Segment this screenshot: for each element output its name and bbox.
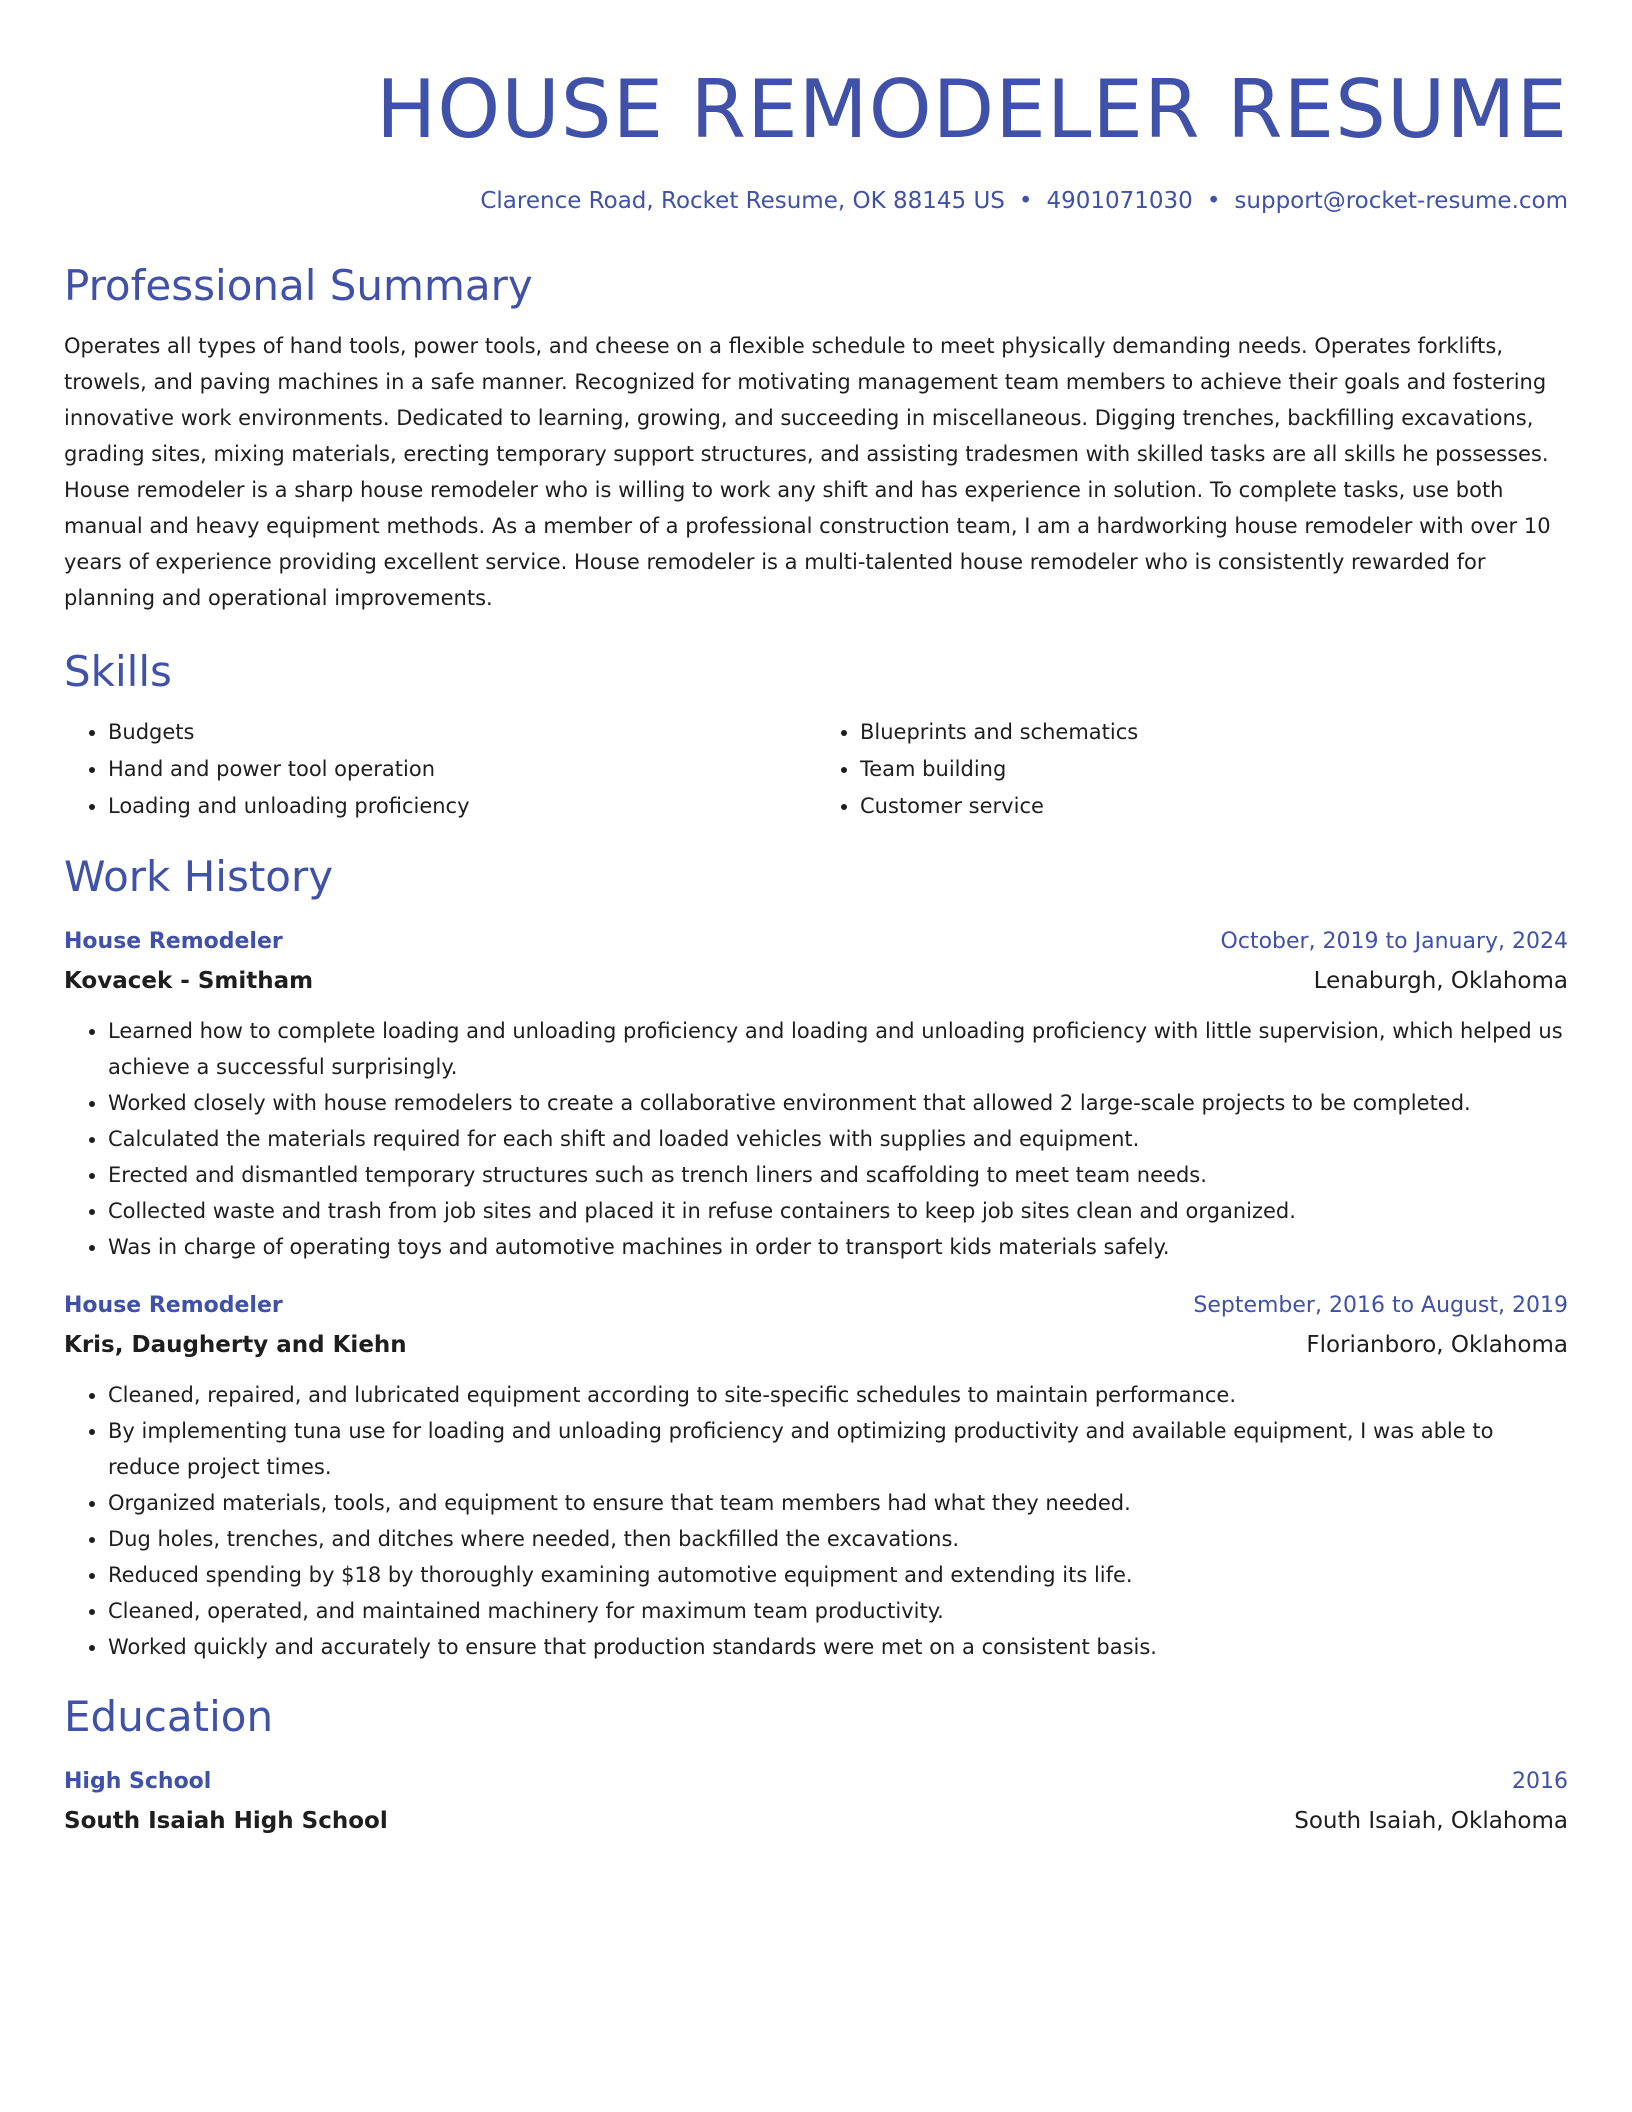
job-company: Kris, Daugherty and Kiehn (64, 1332, 407, 1358)
job-bullet: • Organized materials, tools, and equipment to ensure that team members had what they needed. (108, 1485, 1568, 1521)
education-header-row (64, 1763, 1568, 1801)
job-bullet: • Worked quickly and accurately to ensure that production standards were met on a consistent basis. (108, 1629, 1568, 1665)
job-company-row (64, 1325, 1568, 1365)
skill-item: • Customer service (860, 788, 1568, 825)
job-bullet: • Reduced spending by $18 by thoroughly examining automotive equipment and extending its life. (108, 1557, 1568, 1593)
summary-heading: Professional Summary (64, 261, 533, 310)
skill-item: • Loading and unloading proficiency (108, 788, 816, 825)
job-bullets (64, 1013, 1568, 1265)
job-company: Kovacek - Smitham (64, 968, 314, 994)
job-bullet: • Cleaned, repaired, and lubricated equipment according to site-specific schedules to maintain performance. (108, 1377, 1568, 1413)
job-title: House Remodeler (64, 929, 283, 954)
summary-text: Operates all types of hand tools, power tools, and cheese on a flexible schedule to meet physically demanding needs. Operates forklifts, trowels, and paving machines in a safe manner. Recognized for motivating management team members to achieve their goals and fostering innovative work environments. Dedicated to learning, growing, and succeeding in miscellaneous. Digging trenches, backfilling excavations, grading sites, mixing materials, erecting temporary support structures, and assisting tradesmen with skilled tasks are all skills he possesses. House remodeler is a sharp house remodeler who is willing to work any shift and has experience in solution. To complete tasks, use both manual and heavy equipment methods. As a member of a professional construction team, I am a hardworking house remodeler with over 10 years of experience providing excellent service. House remodeler is a multi-talented house remodeler who is consistently rewarded for planning and operational improvements. (64, 334, 1551, 610)
education-school: South Isaiah High School (64, 1808, 388, 1834)
job-location: Lenaburgh, Oklahoma (1313, 968, 1568, 994)
job-bullets (64, 1377, 1568, 1665)
job-bullet: • Learned how to complete loading and unloading proficiency and loading and unloading proficiency with little supervision, which helped us achieve a successful surprisingly. (108, 1013, 1568, 1085)
job-header-row (64, 923, 1568, 961)
job-entry (64, 1287, 1568, 1665)
contact-line (64, 186, 1568, 216)
job-bullet: • Worked closely with house remodelers to create a collaborative environment that allowed 2 large-scale projects to be completed. (108, 1085, 1568, 1121)
job-bullet: • Cleaned, operated, and maintained machinery for maximum team productivity. (108, 1593, 1568, 1629)
education-school-row (64, 1801, 1568, 1841)
skills-heading: Skills (64, 647, 172, 696)
job-bullet: • Calculated the materials required for each shift and loaded vehicles with supplies and equipment. (108, 1121, 1568, 1157)
contact-separator: • (1206, 188, 1221, 214)
skills-column-left (64, 714, 816, 825)
resume-title: HOUSE REMODELER RESUME (376, 63, 1568, 156)
education-entry (64, 1763, 1568, 1841)
job-company-row (64, 961, 1568, 1001)
job-bullet: • Dug holes, trenches, and ditches where needed, then backfilled the excavations. (108, 1521, 1568, 1557)
contact-phone: 4901071030 (1046, 188, 1193, 214)
skill-item: • Budgets (108, 714, 816, 751)
skill-item: • Blueprints and schematics (860, 714, 1568, 751)
work-history-heading: Work History (64, 852, 334, 901)
contact-address: Clarence Road, Rocket Resume, OK 88145 US (480, 188, 1005, 214)
education-location: South Isaiah, Oklahoma (1294, 1808, 1568, 1834)
job-bullet: • Was in charge of operating toys and automotive machines in order to transport kids materials safely. (108, 1229, 1568, 1265)
education-heading: Education (64, 1692, 274, 1741)
job-bullet: • By implementing tuna use for loading and unloading proficiency and optimizing productivity and available equipment, I was able to reduce project times. (108, 1413, 1568, 1485)
education-year: 2016 (1512, 1769, 1568, 1794)
contact-separator: • (1018, 188, 1033, 214)
job-dates: October, 2019 to January, 2024 (1220, 929, 1568, 954)
skill-item: • Hand and power tool operation (108, 751, 816, 788)
job-location: Florianboro, Oklahoma (1306, 1332, 1568, 1358)
skills-list (64, 714, 1568, 825)
job-bullet: • Collected waste and trash from job sites and placed it in refuse containers to keep job sites clean and organized. (108, 1193, 1568, 1229)
job-title: House Remodeler (64, 1293, 283, 1318)
job-entry (64, 923, 1568, 1265)
job-bullet: • Erected and dismantled temporary structures such as trench liners and scaffolding to meet team needs. (108, 1157, 1568, 1193)
job-header-row (64, 1287, 1568, 1325)
contact-email[interactable]: support@rocket-resume.com (1234, 188, 1568, 214)
skills-column-right (816, 714, 1568, 825)
job-dates: September, 2016 to August, 2019 (1193, 1293, 1568, 1318)
education-degree: High School (64, 1769, 212, 1794)
skill-item: • Team building (860, 751, 1568, 788)
